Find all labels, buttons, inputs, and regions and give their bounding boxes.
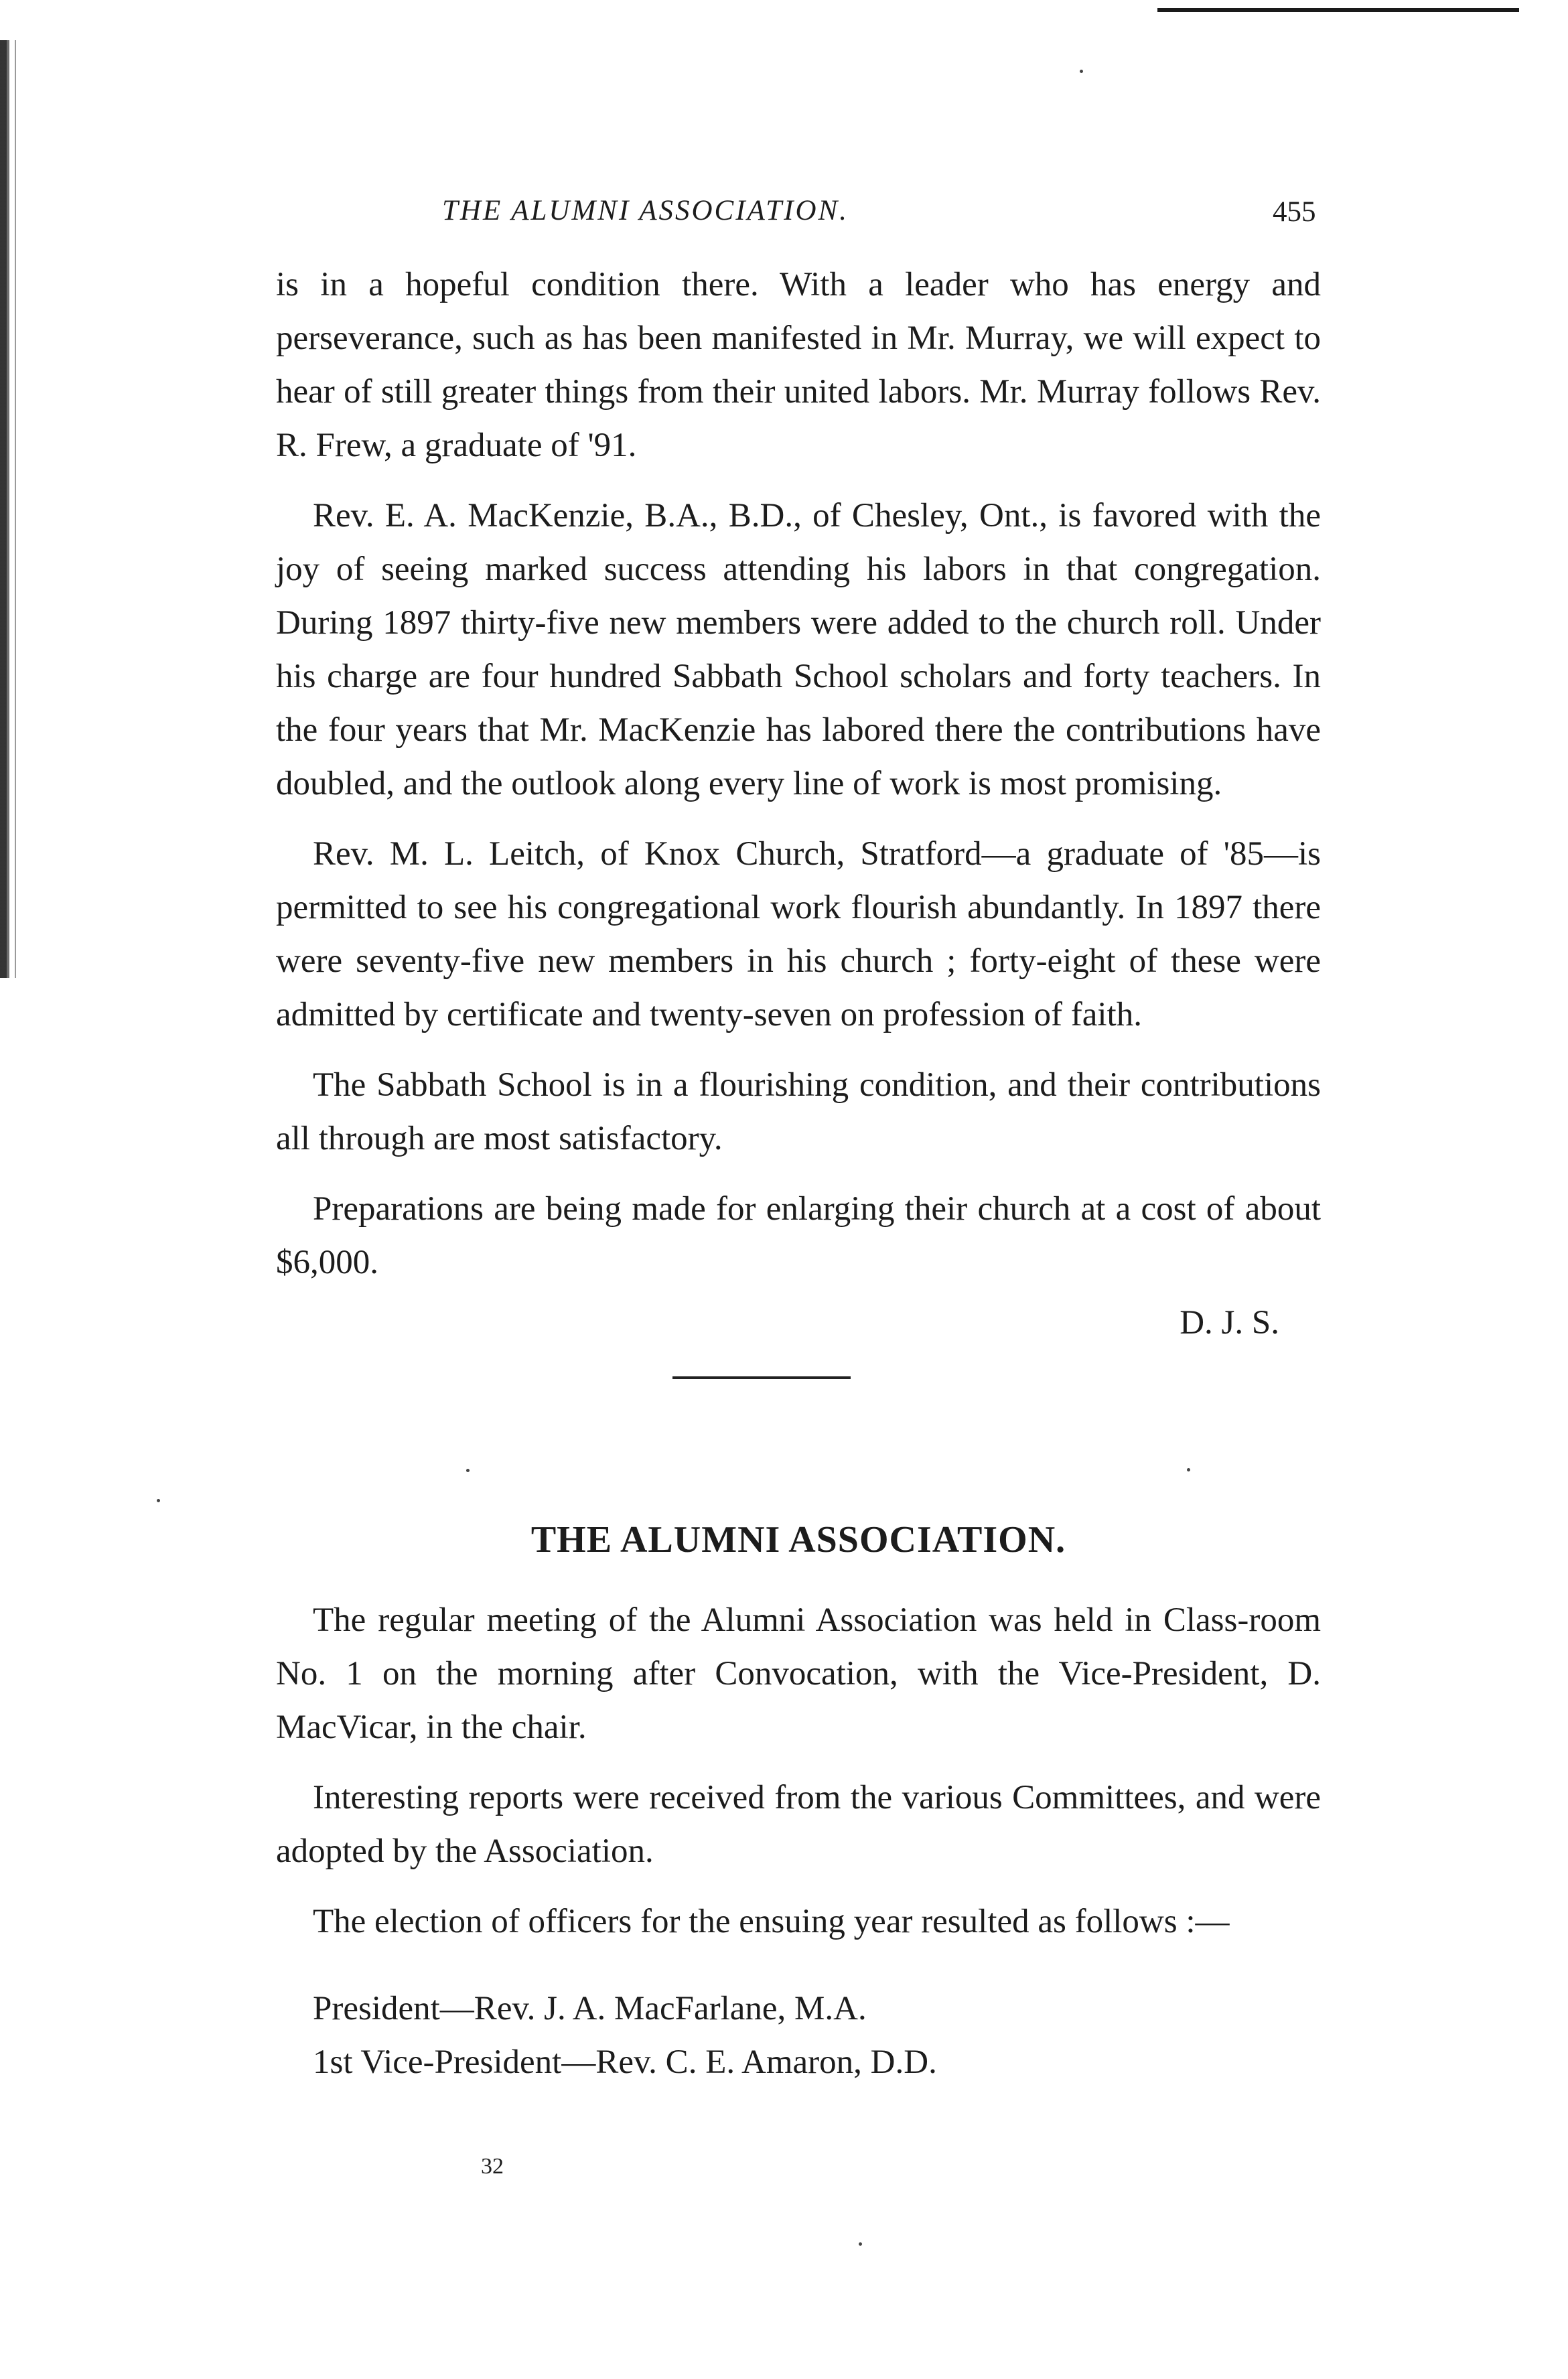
paragraph: Interesting reports were received from the various Committees, and were adopted by the Association. (276, 1779, 1321, 1870)
page-number: 455 (1273, 196, 1316, 228)
scan-speck (859, 2242, 862, 2246)
paragraph: Preparations are being made for enlarging their church at a cost of about $6,000. (276, 1190, 1321, 1281)
paragraph: The election of officers for the ensuing year resulted as follows :— (313, 1903, 1230, 1940)
page-binding-edge (0, 40, 27, 978)
officer-entry: 1st Vice-President—Rev. C. E. Amaron, D.D. (313, 2043, 937, 2081)
scan-speck (157, 1499, 160, 1502)
officers-list (276, 1982, 1321, 2089)
section-title: THE ALUMNI ASSOCIATION. (530, 1519, 1066, 1561)
author-initials: D. J. S. (1180, 1304, 1279, 1342)
officer-entry: President—Rev. J. A. MacFarlane, M.A. (313, 1990, 867, 2027)
paragraph: is in a hopeful condition there. With a leader who has energy and perseverance, such as has been manifested in Mr. Murray, we will expect to hear of still greater things from their united labors. Mr. Murray follows Rev. R. Frew, a graduate of '91. (276, 266, 1321, 464)
paragraph: Rev. M. L. Leitch, of Knox Church, Stratford—a graduate of '85—is permitted to see his congregational work flourish abundantly. In 1897 there were seventy-five new members in his church ; forty-eight of these were admitted by certificate and twenty-seven on profession of faith. (276, 835, 1321, 1033)
paragraph: The regular meeting of the Alumni Association was held in Class-room No. 1 on the morning after Convocation, with the Vice-President, D. MacVicar, in the chair. (276, 1601, 1321, 1746)
section-divider (672, 1376, 851, 1379)
page-body (276, 258, 1321, 2089)
running-head: THE ALUMNI ASSOCIATION. (442, 195, 849, 226)
top-edge-rule (1157, 8, 1519, 12)
paragraph: Rev. E. A. MacKenzie, B.A., B.D., of Chesley, Ont., is favored with the joy of seeing marked success attending his labors in that congregation. During 1897 thirty-five new members were added to the church roll. Under his charge are four hundred Sabbath School scholars and forty teachers. In the four years that Mr. MacKenzie has labored there the contributions have doubled, and the outlook along every line of work is most promising. (276, 497, 1321, 802)
printer-signature-mark: 32 (481, 2154, 504, 2179)
paragraph: The Sabbath School is in a flourishing condition, and their contributions all through are most satisfactory. (276, 1066, 1321, 1157)
scan-speck (1080, 70, 1083, 73)
